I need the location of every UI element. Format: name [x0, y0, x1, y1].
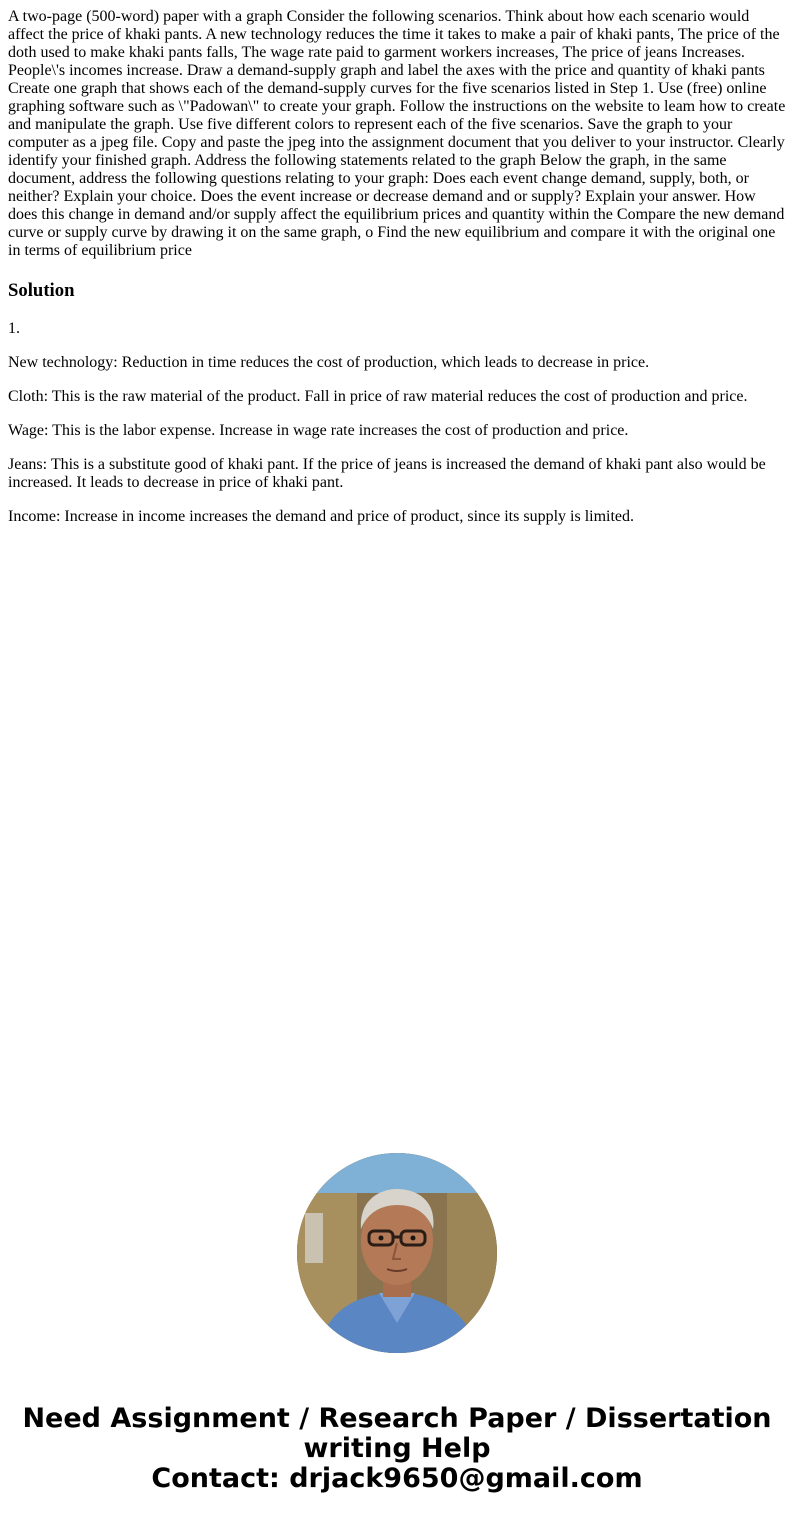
promo-banner [0, 1404, 794, 1494]
solution-heading: Solution [8, 280, 75, 301]
solution-paragraph-cloth: Cloth: This is the raw material of the product. Fall in price of raw material reduces the cost of production and price. [8, 388, 748, 405]
solution-paragraph-wage: Wage: This is the labor expense. Increase in wage rate increases the cost of production and price. [8, 422, 629, 439]
solution-number: 1. [8, 320, 20, 337]
promo-line-1: Need Assignment / Research Paper / Dissertation [22, 1403, 772, 1434]
solution-paragraph-income: Income: Increase in income increases the demand and price of product, since its supply is limited. [8, 508, 635, 525]
document-body [8, 8, 786, 526]
question-text: A two-page (500-word) paper with a graph Consider the following scenarios. Think about how each scenario would affect the price of khaki pants. A new technology reduces the time it takes to make a pair of khaki pants, The price of the doth used to make khaki pants falls, The wage rate paid to garment workers increases, The price of jeans Increases. People\'s incomes increase. Draw a demand-supply graph and label the axes with the price and quantity of khaki pants Create one graph that shows each of the demand-supply curves for the five scenarios listed in Step 1. Use (free) online graphing software such as \"Padowan\" to create your graph. Follow the instructions on the website to leam how to create and manipulate the graph. Use five different colors to represent each of the five scenarios. Save the graph to your computer as a jpeg file. Copy and paste the jpeg into the assignment document that you deliver to your instructor. Clearly identify your finished graph. Address the following statements related to the graph Below the graph, in the same document, address the following questions relating to your graph: Does each event change demand, supply, both, or neither? Explain your choice. Does the event increase or decrease demand and or supply? Explain your answer. How does this change in demand and/or supply affect the equilibrium prices and quantity within the Compare the new demand curve or supply curve by drawing it on the same graph, o Find the new equilibrium and compare it with the original one in terms of equilibrium price [8, 8, 786, 259]
avatar-portrait-image [297, 1153, 497, 1353]
solution-paragraph-technology: New technology: Reduction in time reduces the cost of production, which leads to decrease in price. [8, 354, 650, 371]
promo-line-2: writing Help [303, 1433, 491, 1464]
promo-contact: Contact: drjack9650@gmail.com [151, 1463, 643, 1494]
solution-paragraph-jeans: Jeans: This is a substitute good of khaki pant. If the price of jeans is increased the demand of khaki pant also would be increased. It leads to decrease in price of khaki pant. [8, 456, 766, 491]
avatar [297, 1153, 497, 1353]
